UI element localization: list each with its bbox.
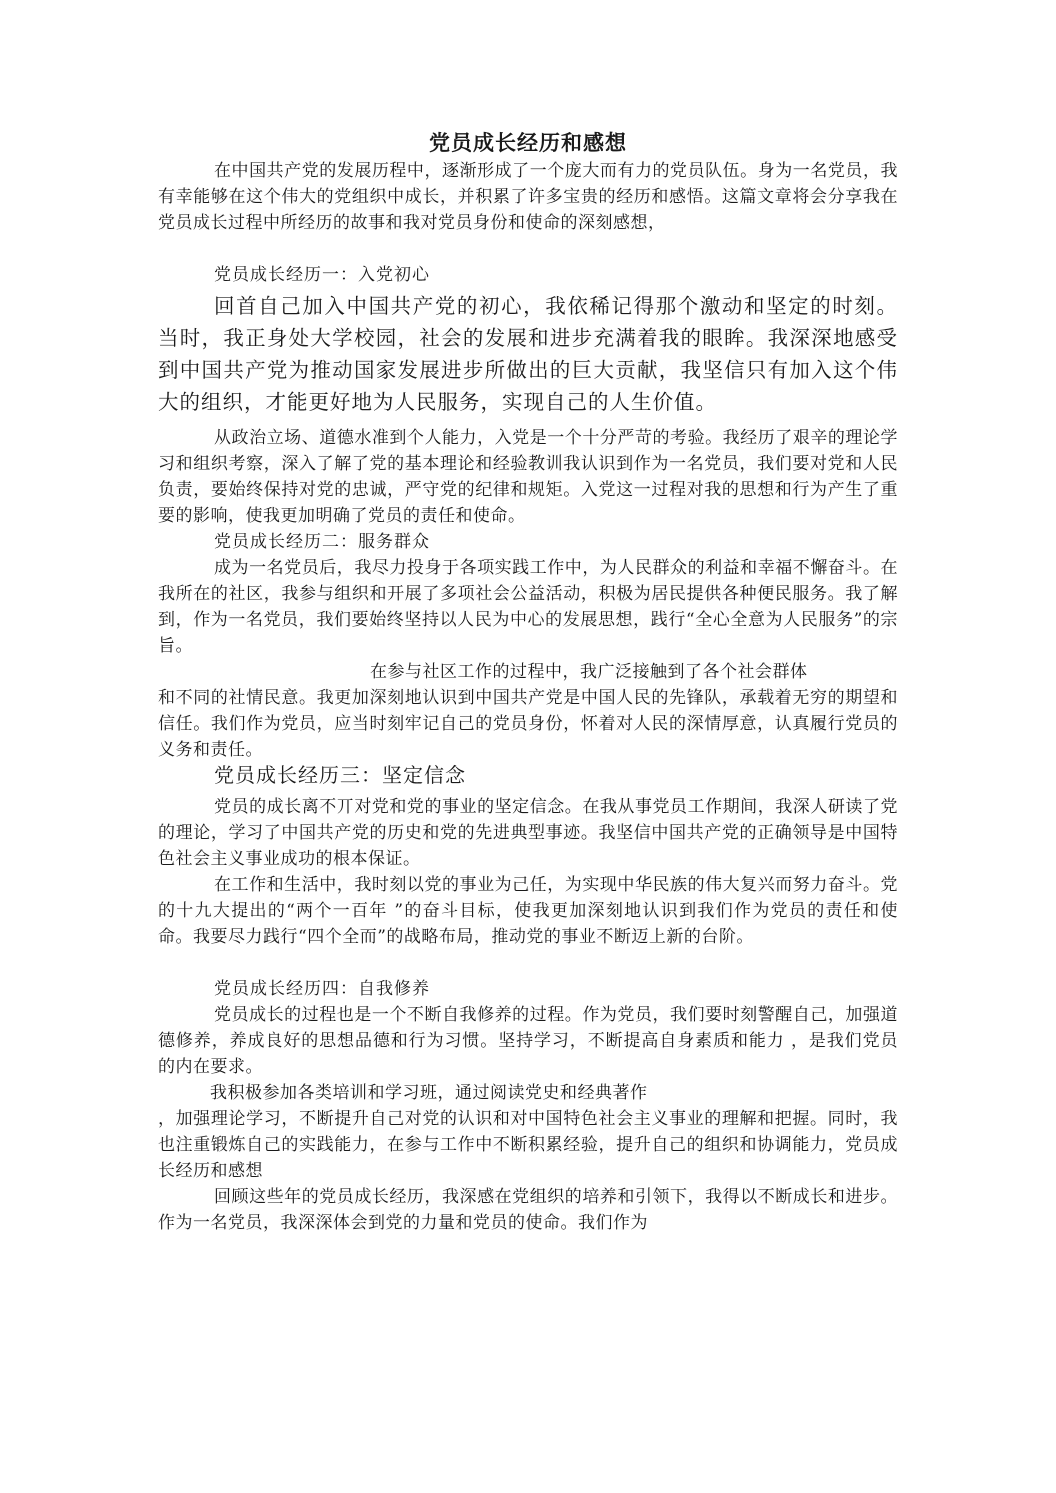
paragraph-first-motivation: 回首自己加入中国共产党的初心，我依稀记得那个激动和坚定的时刻。当时，我正身处大学校园，社会的发展和进步充满着我的眼眸。我深深地感受到中国共产党为推动国家发展进步所做出的巨大贡献，我坚信只有加入这个伟大的组织，才能更好地为人民服务，实现自己的人生价值。 xyxy=(158,294,898,414)
section-heading-1: 党员成长经历一：入党初心 xyxy=(214,265,430,285)
paragraph-party-test: 从政治立场、道德水准到个人能力，入党是一个十分严苛的考验。我经历了艰辛的理论学习和组织考察，深入了解了党的基本理论和经验教训我认识到作为一名党员，我们要对党和人民负责，要始终保持对党的忠诚，严守党的纪律和规矩。入党这一过程对我的思想和行为产生了重要的影响，使我更加明确了党员的责任和使命。 xyxy=(158,428,898,526)
section-heading-3: 党员成长经历三：坚定信念 xyxy=(214,763,466,787)
paragraph-training-first-line: 我积极参加各类培训和学习班，通过阅读党史和经典著作 xyxy=(210,1083,648,1103)
intro-paragraph: 在中国共产党的发展历程中，逐渐形成了一个庞大而有力的党员队伍。身为一名党员，我有幸能够在这个伟大的党组织中成长，并积累了许多宝贵的经历和感悟。这篇文章将会分享我在党员成长过程中所经历的故事和我对党员身份和使命的深刻感想， xyxy=(158,161,898,233)
paragraph-firm-belief: 党员的成长离不丌对党和党的事业的坚定信念。在我从事党员工作期间，我深人研读了党的理论，学习了中国共产党的历史和党的先进典型事迹。我坚信中国共产党的正确领导是中国特色社会主义事业成功的根本保证。 xyxy=(158,797,898,869)
section-heading-2: 党员成长经历二：服务群众 xyxy=(214,532,430,552)
paragraph-community-rest: 和不同的社情民意。我更加深刻地认识到中国共产党是中国人民的先锋队，承载着无穷的期望和信任。我们作为党员，应当时刻牢记自己的党员身份，怀着对人民的深情厚意，认真履行党员的义务和责任。 xyxy=(158,688,898,760)
paragraph-community-first-line: 在参与社区工作的过程中，我广泛接触到了各个社会群体 xyxy=(370,662,808,682)
section-heading-4: 党员成长经历四：自我修养 xyxy=(214,979,430,999)
paragraph-serve-people: 成为一名党员后，我尽力投身于各项实践工作中，为人民群众的利益和幸福不懈奋斗。在我所在的社区，我参与组织和开展了多项社会公益活动，积极为居民提供各种便民服务。我了解到，作为一名党员，我们要始终坚持以人民为中心的发展思想，践行“全心全意为人民服务”的宗旨。 xyxy=(158,558,898,656)
paragraph-work-and-life: 在工作和生活中，我时刻以党的事业为己任，为实现中华民族的伟大复兴而努力奋斗。党的十九大提出的“两个一百年 ”的奋斗目标，使我更加深刻地认识到我们作为党员的责任和使命。我要尽力践行“四个全而”的战略布局，推动党的事业不断迈上新的台阶。 xyxy=(158,875,898,947)
paragraph-training-rest: ，加强理论学习，不断提升自己对党的认识和对中国特色社会主义事业的理解和把握。同时，我也注重锻炼自己的实践能力，在参与工作中不断积累经验，提升自己的组织和协调能力，党员成长经历和感想 xyxy=(158,1109,898,1181)
paragraph-self-cultivation: 党员成长的过程也是一个不断自我修养的过程。作为党员，我们要时刻警醒自己，加强道德修养，养成良好的思想品德和行为习惯。坚持学习，不断提高自身素质和能力 ，是我们党员的内在要求。 xyxy=(158,1005,898,1077)
document-title: 党员成长经历和感想 xyxy=(429,130,627,155)
paragraph-review: 回顾这些年的党员成长经历，我深感在党组织的培养和引领下，我得以不断成长和进步。作为一名党员，我深深体会到党的力量和党员的使命。我们作为 xyxy=(158,1187,898,1233)
